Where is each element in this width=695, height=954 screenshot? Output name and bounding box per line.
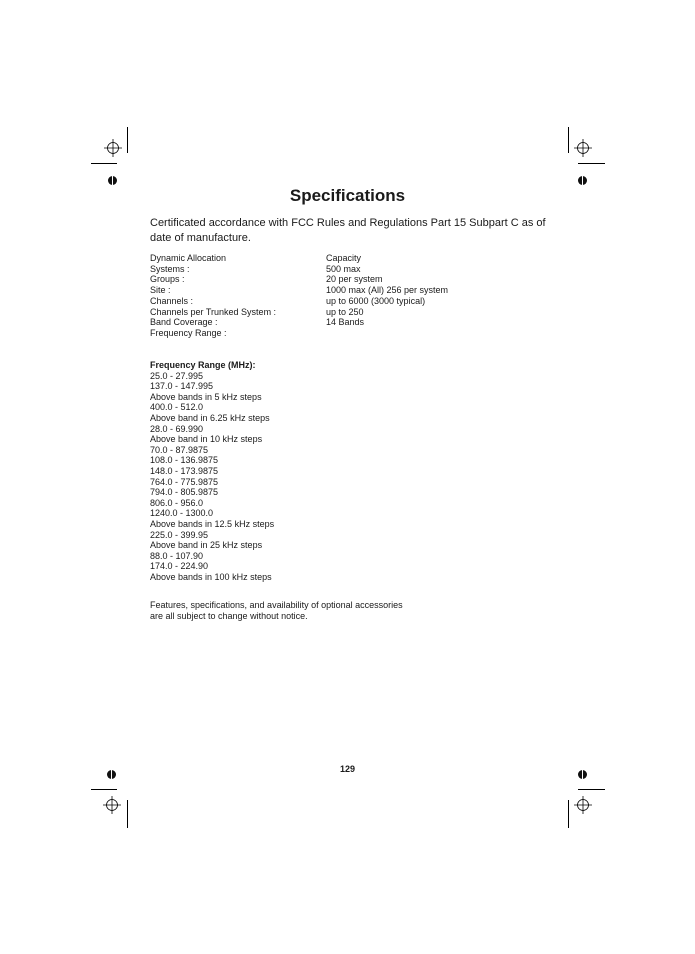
spec-row: [150, 296, 448, 307]
frequency-line: 137.0 - 147.995: [150, 381, 214, 392]
spec-value: 1000 max (All) 256 per system: [326, 285, 449, 296]
frequency-line: Above bands in 100 kHz steps: [150, 571, 272, 582]
spec-label: Systems :: [150, 263, 190, 274]
crop-line: [568, 800, 569, 828]
frequency-line: 794.0 - 805.9875: [150, 487, 219, 498]
frequency-line: Above band in 25 kHz steps: [150, 540, 263, 551]
spec-label: Channels per Trunked System :: [150, 306, 277, 317]
spec-value: 500 max: [326, 263, 361, 274]
frequency-line: Above band in 6.25 kHz steps: [150, 412, 270, 423]
spec-table: [150, 253, 448, 339]
spec-value: up to 250: [326, 306, 364, 317]
frequency-line: 225.0 - 399.95: [150, 529, 209, 540]
frequency-line: 1240.0 - 1300.0: [150, 508, 214, 519]
spec-label: Site :: [150, 285, 171, 296]
crop-line: [127, 800, 128, 828]
frequency-line: 28.0 - 69.990: [150, 423, 204, 434]
spec-row: [150, 285, 448, 296]
notice-paragraph: Features, specifications, and availability of optional accessories are all subject to change without notice.: [150, 600, 403, 621]
spec-row: [150, 264, 448, 275]
register-dot-icon: [578, 176, 587, 185]
frequency-line: 88.0 - 107.90: [150, 550, 204, 561]
spec-row: [150, 317, 448, 328]
crosshair-icon: [574, 139, 592, 157]
frequency-line: 174.0 - 224.90: [150, 561, 209, 572]
register-dot-icon: [108, 176, 117, 185]
spec-label: Dynamic Allocation: [150, 253, 227, 263]
page-number: 129: [339, 764, 356, 774]
frequency-line: 148.0 - 173.9875: [150, 465, 219, 476]
crosshair-icon: [574, 796, 592, 814]
frequency-line: 108.0 - 136.9875: [150, 455, 219, 466]
crop-line: [91, 789, 117, 790]
spec-label: Frequency Range :: [150, 327, 227, 338]
spec-value: up to 6000 (3000 typical): [326, 295, 426, 306]
spec-label: Band Coverage :: [150, 317, 218, 328]
frequency-line: 25.0 - 27.995: [150, 370, 204, 381]
spec-value: 20 per system: [326, 274, 383, 285]
spec-row: [150, 307, 448, 318]
frequency-line: 764.0 - 775.9875: [150, 476, 219, 487]
crop-line: [91, 163, 117, 164]
spec-label: Groups :: [150, 274, 185, 285]
spec-row: [150, 328, 448, 339]
crop-line: [127, 127, 128, 153]
frequency-line: Above bands in 5 kHz steps: [150, 391, 262, 402]
frequency-line: 70.0 - 87.9875: [150, 444, 209, 455]
crosshair-icon: [104, 139, 122, 157]
frequency-line: Above bands in 12.5 kHz steps: [150, 518, 275, 529]
frequency-line: Above band in 10 kHz steps: [150, 434, 263, 445]
crop-line: [568, 127, 569, 153]
intro-paragraph: Certificated accordance with FCC Rules and Regulations Part 15 Subpart C as of date of manufacture.: [150, 217, 546, 244]
crop-line: [578, 789, 605, 790]
spec-row: [150, 274, 448, 285]
spec-value: Capacity: [326, 253, 362, 263]
crop-line: [578, 163, 605, 164]
spec-row: [150, 253, 448, 264]
crosshair-icon: [103, 796, 121, 814]
frequency-heading: Frequency Range (MHz):: [150, 360, 256, 370]
frequency-line: 400.0 - 512.0: [150, 402, 204, 413]
spec-label: Channels :: [150, 295, 194, 306]
spec-value: 14 Bands: [326, 317, 365, 328]
frequency-line: 806.0 - 956.0: [150, 497, 204, 508]
frequency-list: [150, 360, 274, 582]
page-title: Specifications: [289, 186, 406, 205]
